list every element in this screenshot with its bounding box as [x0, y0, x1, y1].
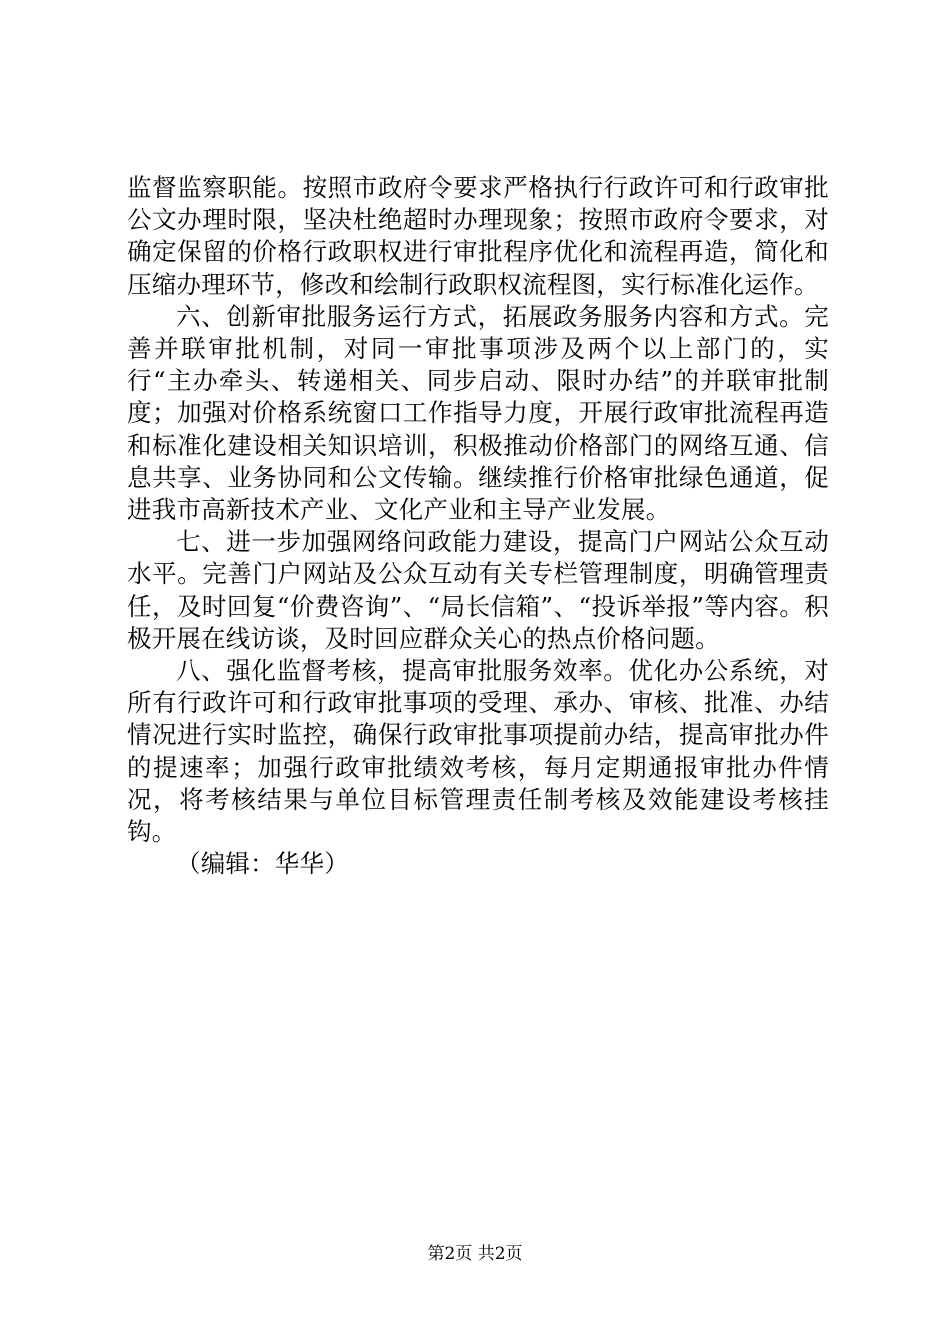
editor-note: （编辑：华华） — [176, 849, 349, 879]
page-number-footer: 第2页 共2页 — [427, 1244, 523, 1264]
paragraph-section-8: 八、强化监督考核，提高审批服务效率。优化办公系统，对所有行政许可和行政审批事项的受理、承办、审核、批准、办结情况进行实时监控，确保行政审批事项提前办结，提高审批办件的提速率；加强行政审批绩效考核，每月定期通报审批办件情况，将考核结果与单位目标管理责任制考核及效能建设考核挂钩。 — [127, 656, 829, 847]
paragraph-section-6: 六、创新审批服务运行方式，拓展政务服务内容和方式。完善并联审批机制，对同一审批事项涉及两个以上部门的，实行“主办牵头、转递相关、同步启动、限时办结”的并联审批制度；加强对价格系统窗口工作指导力度，开展行政审批流程再造和标准化建设相关知识培训，积极推动价格部门的网络互通、信息共享、业务协同和公文传输。继续推行价格审批绿色通道，促进我市高新技术产业、文化产业和主导产业发展。 — [127, 301, 829, 525]
paragraph-section-7: 七、进一步加强网络问政能力建设，提高门户网站公众互动水平。完善门户网站及公众互动有关专栏管理制度，明确管理责任，及时回复“价费咨询”、“局长信箱”、“投诉举报”等内容。积极开展在线访谈，及时回应群众关心的热点价格问题。 — [127, 527, 829, 653]
paragraph-continuation: 监督监察职能。按照市政府令要求严格执行行政许可和行政审批公文办理时限，坚决杜绝超时办理现象；按照市政府令要求，对确定保留的价格行政职权进行审批程序优化和流程再造，简化和压缩办理环节，修改和绘制行政职权流程图，实行标准化运作。 — [127, 173, 829, 299]
document-body — [127, 172, 829, 880]
